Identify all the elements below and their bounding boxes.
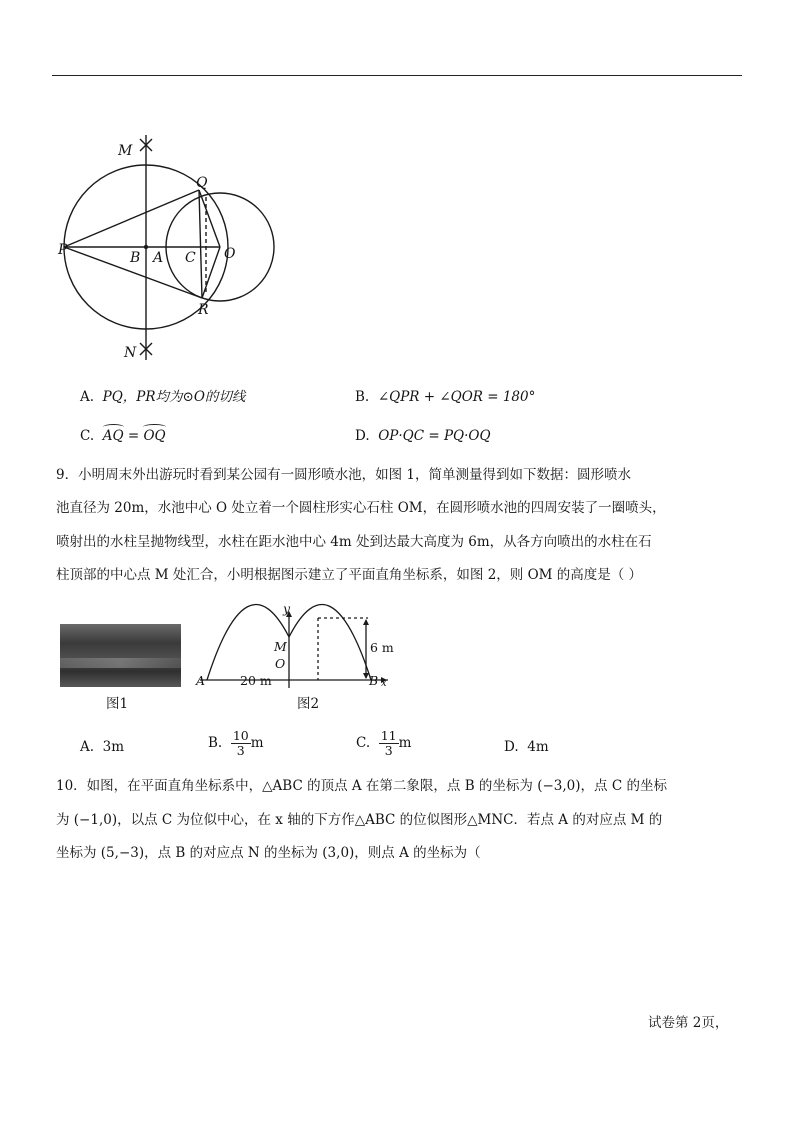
q9-option-c: C. $\frac{11}{3}$ m bbox=[356, 728, 412, 758]
q9-option-d: D. 4m bbox=[504, 739, 549, 755]
line-pq bbox=[64, 190, 199, 247]
label-n: N bbox=[124, 345, 137, 361]
q8-option-c: C. AQ = OQ bbox=[80, 428, 166, 444]
arc-oq: OQ bbox=[143, 428, 166, 444]
label-b: B bbox=[130, 250, 141, 266]
label-c: C bbox=[185, 250, 196, 266]
q10-line-3: 坐标为 (5,−3)，点 B 的对应点 N 的坐标为 (3,0)，则点 A 的坐标为（ bbox=[56, 845, 481, 861]
q9-line-2: 池直径为 20m，水池中心 O 处立着一个圆柱形实心石柱 OM，在圆形喷水池的四周安装了一圈喷头， bbox=[56, 500, 666, 516]
fig2-label-height: 6 m bbox=[370, 640, 394, 655]
q9-option-b: B. $\frac{10}{3}$ m bbox=[208, 728, 264, 758]
top-rule bbox=[52, 75, 742, 76]
q10-line-2: 为 (−1,0)，以点 C 为位似中心，在 x 轴的下方作△ABC 的位似图形△MNC．若点 A 的对应点 M 的 bbox=[56, 812, 663, 828]
fig2-label-m: M bbox=[274, 639, 287, 654]
q8-option-b: B. ∠QPR + ∠QOR = 180° bbox=[355, 389, 536, 405]
line-ro bbox=[202, 247, 220, 298]
q9-parabola-figure bbox=[190, 600, 400, 695]
arc-aq: AQ bbox=[102, 428, 124, 444]
label-p: P bbox=[58, 242, 68, 258]
fig2-label-o: O bbox=[275, 656, 286, 671]
q8-geometry-figure bbox=[50, 130, 290, 370]
fig2-label-x: x bbox=[381, 678, 387, 689]
fig2-label-a: A bbox=[196, 673, 206, 688]
fig2-caption: 图2 bbox=[297, 696, 320, 712]
q9-line-4: 柱顶部的中心点 M 处汇合，小明根据图示建立了平面直角坐标系，如图 2，则 OM 的高度是（ ） bbox=[56, 567, 643, 583]
fig2-label-width: 20 m bbox=[240, 673, 272, 688]
q8-option-d: D. OP·QC = PQ·OQ bbox=[355, 428, 491, 444]
label-r: R bbox=[198, 302, 209, 318]
q10-line-1: 10．如图，在平面直角坐标系中，△ABC 的顶点 A 在第二象限，点 B 的坐标为 (−3,0)，点 C 的坐标 bbox=[56, 778, 667, 794]
label-q: Q bbox=[196, 175, 208, 191]
fig2-label-b: B bbox=[369, 673, 379, 688]
q9-option-a: A. 3m bbox=[80, 739, 125, 755]
fraction-11-3: $\frac{11}{3}$ bbox=[380, 728, 397, 758]
line-qo bbox=[199, 190, 220, 247]
right-parabola bbox=[289, 605, 371, 680]
label-o: O bbox=[224, 246, 236, 262]
label-m: M bbox=[118, 143, 133, 159]
q8-option-a: A. PQ，PR均为⊙O的切线 bbox=[80, 389, 246, 405]
fraction-10-3: $\frac{10}{3}$ bbox=[232, 728, 249, 758]
page-footer: 试卷第 2页， bbox=[648, 1015, 729, 1031]
line-qr bbox=[199, 190, 202, 298]
label-a: A bbox=[153, 250, 164, 266]
q9-line-3: 喷射出的水柱呈抛物线型，水柱在距水池中心 4m 处到达最大高度为 6m，从各方向喷出的水柱在石 bbox=[56, 534, 652, 550]
q9-line-1: 9．小明周末外出游玩时看到某公园有一圆形喷水池，如图 1，简单测量得到如下数据：圆形喷水 bbox=[56, 467, 631, 483]
fig1-caption: 图1 bbox=[106, 696, 129, 712]
fig2-label-y: y bbox=[283, 601, 291, 616]
point-b-dot bbox=[144, 245, 148, 249]
fountain-photo bbox=[60, 624, 181, 687]
